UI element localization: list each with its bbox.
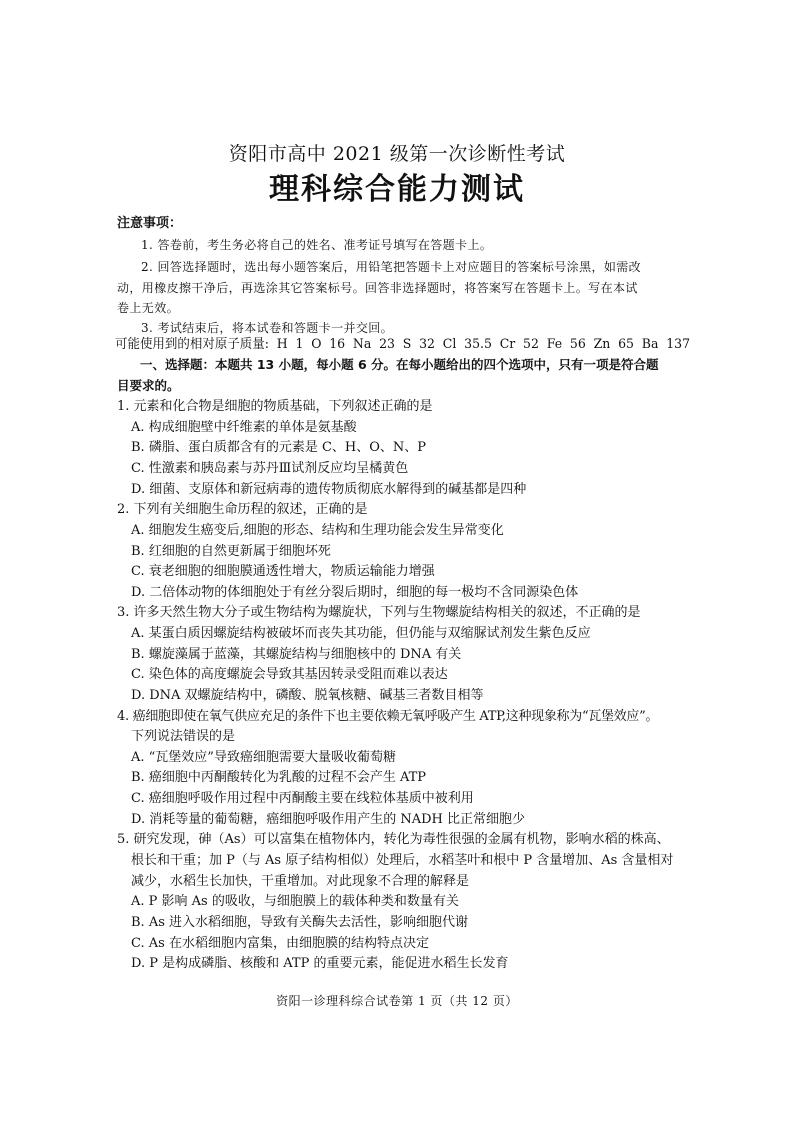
question-5-option-a: A. P 影响 As 的吸收，与细胞膜上的载体种类和数量有关: [131, 894, 459, 909]
question-5-stem-line-1: 5. 研究发现，砷（As）可以富集在植物体内，转化为毒性很强的金属有机物，影响水稻的株高、: [117, 832, 670, 847]
notice-heading: 注意事项：: [117, 216, 183, 231]
question-3-option-a: A. 某蛋白质因螺旋结构被破坏而丧失其功能，但仍能与双缩脲试剂发生紫色反应: [131, 626, 591, 641]
exam-title: 资阳市高中 2021 级第一次诊断性考试: [228, 143, 566, 165]
question-3-option-b: B. 螺旋藻属于蓝藻，其螺旋结构与细胞核中的 DNA 有关: [131, 647, 462, 662]
question-5-option-c: C. As 在水稻细胞内富集，由细胞膜的结构特点决定: [131, 936, 429, 951]
question-2-option-a: A. 细胞发生癌变后,细胞的形态、结构和生理功能会发生异常变化: [131, 523, 504, 538]
notice-item-2-line-1: 2. 回答选择题时，选出每小题答案后，用铅笔把答题卡上对应题目的答案标号涂黑，如需改: [141, 260, 642, 274]
question-3-option-c: C. 染色体的高度螺旋会导致其基因转录受阻而难以表达: [131, 667, 448, 682]
section-heading-line-2: 目要求的。: [117, 378, 180, 393]
question-4-option-d: D. 消耗等量的葡萄糖，癌细胞呼吸作用产生的 NADH 比正常细胞少: [131, 812, 526, 827]
question-1-option-b: B. 磷脂、蛋白质都含有的元素是 C、H、O、N、P: [131, 440, 427, 455]
notice-item-3: 3. 考试结束后，将本试卷和答题卡一并交回。: [141, 321, 394, 335]
question-4-option-c: C. 癌细胞呼吸作用过程中丙酮酸主要在线粒体基质中被利用: [131, 791, 474, 806]
question-5-option-b: B. As 进入水稻细胞，导致有关酶失去活性，影响细胞代谢: [131, 915, 469, 930]
notice-item-2-line-2: 动，用橡皮擦干净后，再选涂其它答案标号。回答非选择题时，将答案写在答题卡上。写在本试: [117, 281, 638, 295]
question-1-option-a: A. 构成细胞壁中纤维素的单体是氨基酸: [131, 420, 357, 435]
question-2-option-d: D. 二倍体动物的体细胞处于有丝分裂后期时，细胞的每一极均不含同源染色体: [131, 585, 579, 600]
section-heading-line-1: 一、选择题：本题共 13 小题，每小题 6 分。在每小题给出的四个选项中，只有一项是符合题: [140, 357, 659, 372]
atomic-masses: 可能使用到的相对原子质量: H 1 O 16 Na 23 S 32 Cl 35.5 Cr 52 Fe 56 Zn 65 Ba 137: [115, 337, 691, 352]
question-1-option-c: C. 性激素和胰岛素与苏丹Ⅲ试剂反应均呈橘黄色: [131, 461, 409, 476]
question-2-stem: 2. 下列有关细胞生命历程的叙述，正确的是: [117, 502, 368, 517]
question-5-stem-line-3: 减少，水稻生长加快，干重增加。对此现象不合理的解释是: [131, 874, 470, 889]
question-1-option-d: D. 细菌、支原体和新冠病毒的遗传物质彻底水解得到的碱基都是四种: [131, 482, 527, 497]
question-1-stem: 1. 元素和化合物是细胞的物质基础，下列叙述正确的是: [117, 399, 433, 414]
question-2-option-c: C. 衰老细胞的细胞膜通透性增大，物质运输能力增强: [131, 564, 435, 579]
question-2-option-b: B. 红细胞的自然更新属于细胞坏死: [131, 544, 331, 559]
question-4-option-b: B. 癌细胞中丙酮酸转化为乳酸的过程不会产生 ATP: [131, 770, 427, 785]
question-5-option-d: D. P 是构成磷脂、核酸和 ATP 的重要元素，能促进水稻生长发育: [131, 956, 509, 971]
question-4-option-a: A. “瓦堡效应”导致癌细胞需要大量吸收葡萄糖: [131, 750, 396, 765]
question-4-stem-line-2: 下列说法错误的是: [131, 729, 236, 744]
question-3-stem: 3. 许多天然生物大分子或生物结构为螺旋状，下列与生物螺旋结构相关的叙述，不正确的是: [117, 605, 641, 620]
question-3-option-d: D. DNA 双螺旋结构中，磷酸、脱氧核糖、碱基三者数目相等: [131, 688, 484, 703]
subject-title: 理科综合能力测试: [269, 172, 525, 207]
question-4-stem-line-1: 4. 癌细胞即使在氧气供应充足的条件下也主要依赖无氧呼吸产生 ATP,这种现象称为“瓦堡效应”。: [117, 709, 659, 724]
notice-item-2-line-3: 卷上无效。: [117, 301, 180, 315]
page-footer: 资阳一诊理科综合试卷第 1 页（共 12 页）: [276, 994, 518, 1008]
notice-item-1: 1. 答卷前，考生务必将自己的姓名、准考证号填写在答题卡上。: [141, 238, 493, 252]
question-5-stem-line-2: 根长和干重；加 P（与 As 原子结构相似）处理后，水稻茎叶和根中 P 含量增加、As 含量相对: [131, 853, 674, 868]
